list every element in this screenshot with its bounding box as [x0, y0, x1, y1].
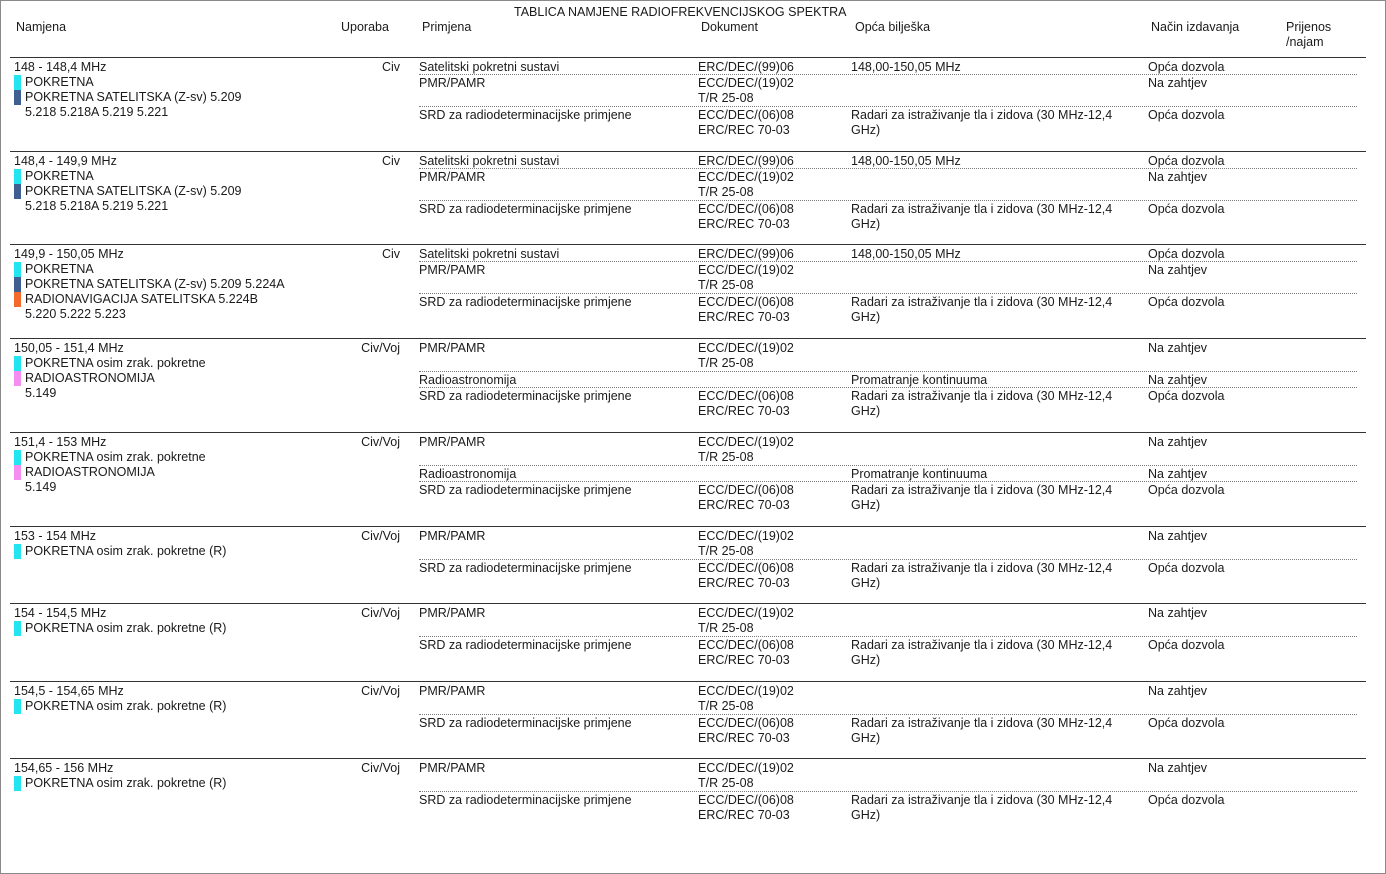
document-ref: ECC/DEC/(19)02 [698, 529, 794, 543]
issuance-method: Opća dozvola [1148, 483, 1225, 497]
header-prijenos: Prijenos [1286, 20, 1332, 34]
application-name: PMR/PAMR [419, 263, 486, 277]
application-name: PMR/PAMR [419, 435, 486, 449]
document-ref: ERC/DEC/(99)06 [698, 154, 794, 168]
application-entry [0, 170, 1386, 200]
general-note: Radari za istraživanje tla i zidova (30 MHz-12,4 [851, 389, 1113, 403]
allocation-service: POKRETNA SATELITSKA (Z-sv) 5.209 5.224A [25, 277, 285, 291]
allocation-service: POKRETNA osim zrak. pokretne [25, 450, 206, 464]
application-name: PMR/PAMR [419, 341, 486, 355]
general-note: GHz) [851, 310, 881, 324]
application-entry [0, 483, 1386, 513]
document-ref: T/R 25-08 [698, 450, 754, 464]
general-note: 148,00-150,05 MHz [851, 60, 961, 74]
document-ref: ERC/REC 70-03 [698, 731, 790, 745]
document-ref: ERC/REC 70-03 [698, 310, 790, 324]
band-range: 151,4 - 153 MHz [14, 435, 107, 449]
entry-divider [419, 714, 1357, 715]
table-row [0, 245, 1386, 338]
general-note: 148,00-150,05 MHz [851, 154, 961, 168]
issuance-method: Na zahtjev [1148, 606, 1208, 620]
usage-label: Civ [381, 154, 400, 168]
header-najam: /najam [1286, 35, 1324, 49]
document-ref: ERC/REC 70-03 [698, 404, 790, 418]
general-note: Promatranje kontinuuma [851, 467, 988, 481]
document-ref: T/R 25-08 [698, 356, 754, 370]
general-note: Radari za istraživanje tla i zidova (30 MHz-12,4 [851, 295, 1113, 309]
application-name: SRD za radiodeterminacijske primjene [419, 793, 632, 807]
general-note: GHz) [851, 808, 881, 822]
document-ref: ECC/DEC/(06)08 [698, 716, 794, 730]
document-ref: T/R 25-08 [698, 278, 754, 292]
allocation-service: POKRETNA osim zrak. pokretne (R) [25, 699, 227, 713]
issuance-method: Na zahtjev [1148, 373, 1208, 387]
application-entry [0, 295, 1386, 325]
general-note: GHz) [851, 576, 881, 590]
document-ref: ECC/DEC/(06)08 [698, 561, 794, 575]
usage-label: Civ/Voj [361, 761, 400, 775]
entry-divider [419, 387, 1357, 388]
issuance-method: Na zahtjev [1148, 341, 1208, 355]
band-range: 153 - 154 MHz [14, 529, 96, 543]
document-ref: ECC/DEC/(19)02 [698, 76, 794, 90]
issuance-method: Opća dozvola [1148, 561, 1225, 575]
allocation-service: POKRETNA SATELITSKA (Z-sv) 5.209 [25, 90, 242, 104]
document-ref: T/R 25-08 [698, 621, 754, 635]
table-row [0, 682, 1386, 758]
document-ref: T/R 25-08 [698, 91, 754, 105]
footnote-refs: 5.218 5.218A 5.219 5.221 [25, 105, 169, 119]
entry-divider [419, 636, 1357, 637]
document-ref: ECC/DEC/(19)02 [698, 170, 794, 184]
application-entry [0, 154, 1386, 169]
issuance-method: Opća dozvola [1148, 202, 1225, 216]
allocation-service: RADIONAVIGACIJA SATELITSKA 5.224B [25, 292, 258, 306]
general-note: Radari za istraživanje tla i zidova (30 MHz-12,4 [851, 202, 1113, 216]
entry-divider [419, 200, 1357, 201]
general-note: 148,00-150,05 MHz [851, 247, 961, 261]
general-note: Radari za istraživanje tla i zidova (30 MHz-12,4 [851, 561, 1113, 575]
issuance-method: Na zahtjev [1148, 684, 1208, 698]
document-ref: ECC/DEC/(06)08 [698, 793, 794, 807]
document-ref: ECC/DEC/(19)02 [698, 606, 794, 620]
allocation-service: POKRETNA osim zrak. pokretne (R) [25, 544, 227, 558]
entry-divider [419, 106, 1357, 107]
band-range: 154,5 - 154,65 MHz [14, 684, 124, 698]
header-uporaba: Uporaba [341, 20, 389, 34]
footnote-refs: 5.149 [25, 480, 57, 494]
allocation-service: POKRETNA osim zrak. pokretne [25, 356, 206, 370]
issuance-method: Na zahtjev [1148, 76, 1208, 90]
application-entry [0, 202, 1386, 232]
document-ref: T/R 25-08 [698, 699, 754, 713]
application-name: SRD za radiodeterminacijske primjene [419, 638, 632, 652]
application-entry [0, 108, 1386, 138]
application-name: SRD za radiodeterminacijske primjene [419, 483, 632, 497]
header-namjena: Namjena [16, 20, 67, 34]
general-note: GHz) [851, 653, 881, 667]
table-row [0, 527, 1386, 603]
entry-divider [419, 791, 1357, 792]
entry-divider [419, 465, 1357, 466]
application-name: SRD za radiodeterminacijske primjene [419, 202, 632, 216]
general-note: Radari za istraživanje tla i zidova (30 MHz-12,4 [851, 108, 1113, 122]
entry-divider [419, 481, 1357, 482]
band-range: 154,65 - 156 MHz [14, 761, 114, 775]
application-name: SRD za radiodeterminacijske primjene [419, 295, 632, 309]
footnote-refs: 5.218 5.218A 5.219 5.221 [25, 199, 169, 213]
general-note: GHz) [851, 731, 881, 745]
application-entry [0, 263, 1386, 293]
table-row [0, 433, 1386, 526]
issuance-method: Opća dozvola [1148, 793, 1225, 807]
application-name: Satelitski pokretni sustavi [419, 154, 560, 168]
document-ref: T/R 25-08 [698, 776, 754, 790]
issuance-method: Opća dozvola [1148, 638, 1225, 652]
band-range: 154 - 154,5 MHz [14, 606, 107, 620]
general-note: Radari za istraživanje tla i zidova (30 MHz-12,4 [851, 716, 1113, 730]
application-entry [0, 638, 1386, 668]
entry-divider [419, 559, 1357, 560]
entry-divider [419, 261, 1357, 262]
band-range: 150,05 - 151,4 MHz [14, 341, 124, 355]
general-note: Radari za istraživanje tla i zidova (30 MHz-12,4 [851, 483, 1113, 497]
document-ref: ECC/DEC/(06)08 [698, 389, 794, 403]
band-range: 148 - 148,4 MHz [14, 60, 107, 74]
allocation-service: POKRETNA [25, 169, 94, 183]
application-name: PMR/PAMR [419, 170, 486, 184]
document-ref: ERC/REC 70-03 [698, 217, 790, 231]
usage-label: Civ [381, 60, 400, 74]
issuance-method: Opća dozvola [1148, 716, 1225, 730]
application-entry [0, 684, 1386, 714]
application-name: SRD za radiodeterminacijske primjene [419, 716, 632, 730]
document-ref: ERC/REC 70-03 [698, 123, 790, 137]
page-title: TABLICA NAMJENE RADIOFREKVENCIJSKOG SPEKTRA [514, 5, 847, 19]
application-entry [0, 716, 1386, 746]
document-ref: ECC/DEC/(19)02 [698, 263, 794, 277]
entry-divider [419, 293, 1357, 294]
application-entry [0, 373, 1386, 388]
document-ref: ECC/DEC/(06)08 [698, 108, 794, 122]
issuance-method: Na zahtjev [1148, 467, 1208, 481]
issuance-method: Na zahtjev [1148, 529, 1208, 543]
document-ref: ECC/DEC/(19)02 [698, 761, 794, 775]
document-ref: ECC/DEC/(06)08 [698, 202, 794, 216]
general-note: GHz) [851, 123, 881, 137]
application-entry [0, 561, 1386, 591]
application-entry [0, 341, 1386, 371]
application-name: PMR/PAMR [419, 684, 486, 698]
usage-label: Civ/Voj [361, 529, 400, 543]
usage-label: Civ/Voj [361, 341, 400, 355]
general-note: GHz) [851, 498, 881, 512]
header-primjena: Primjena [422, 20, 472, 34]
application-entry [0, 435, 1386, 465]
document-ref: T/R 25-08 [698, 544, 754, 558]
application-name: SRD za radiodeterminacijske primjene [419, 561, 632, 575]
document-ref: ERC/DEC/(99)06 [698, 247, 794, 261]
issuance-method: Na zahtjev [1148, 761, 1208, 775]
application-name: Radioastronomija [419, 373, 517, 387]
document-ref: T/R 25-08 [698, 185, 754, 199]
application-entry [0, 606, 1386, 636]
footnote-refs: 5.149 [25, 386, 57, 400]
table-row [0, 152, 1386, 244]
issuance-method: Opća dozvola [1148, 247, 1225, 261]
application-name: Satelitski pokretni sustavi [419, 247, 560, 261]
general-note: Promatranje kontinuuma [851, 373, 988, 387]
table-row [0, 58, 1386, 151]
usage-label: Civ/Voj [361, 684, 400, 698]
usage-label: Civ/Voj [361, 606, 400, 620]
allocation-service: RADIOASTRONOMIJA [25, 465, 155, 479]
issuance-method: Opća dozvola [1148, 154, 1225, 168]
entry-divider [419, 74, 1357, 75]
application-name: PMR/PAMR [419, 606, 486, 620]
document-ref: ECC/DEC/(19)02 [698, 435, 794, 449]
application-name: Satelitski pokretni sustavi [419, 60, 560, 74]
application-entry [0, 761, 1386, 791]
usage-label: Civ/Voj [361, 435, 400, 449]
table-row [0, 759, 1386, 848]
footnote-refs: 5.220 5.222 5.223 [25, 307, 126, 321]
table-row [0, 604, 1386, 681]
document-ref: ECC/DEC/(19)02 [698, 341, 794, 355]
document-ref: ECC/DEC/(06)08 [698, 483, 794, 497]
allocation-service: POKRETNA [25, 75, 94, 89]
general-note: Radari za istraživanje tla i zidova (30 MHz-12,4 [851, 793, 1113, 807]
application-name: PMR/PAMR [419, 76, 486, 90]
issuance-method: Opća dozvola [1148, 108, 1225, 122]
band-range: 148,4 - 149,9 MHz [14, 154, 117, 168]
allocation-service: RADIOASTRONOMIJA [25, 371, 155, 385]
document-ref: ERC/REC 70-03 [698, 576, 790, 590]
document-ref: ERC/REC 70-03 [698, 808, 790, 822]
allocation-service: POKRETNA osim zrak. pokretne (R) [25, 621, 227, 635]
document-ref: ERC/REC 70-03 [698, 498, 790, 512]
application-entry [0, 793, 1386, 823]
band-range: 149,9 - 150,05 MHz [14, 247, 124, 261]
application-name: SRD za radiodeterminacijske primjene [419, 108, 632, 122]
header-opca-biljeska: Opća bilješka [855, 20, 931, 34]
allocation-service: POKRETNA osim zrak. pokretne (R) [25, 776, 227, 790]
header-dokument: Dokument [701, 20, 758, 34]
application-name: PMR/PAMR [419, 529, 486, 543]
allocation-service: POKRETNA [25, 262, 94, 276]
application-name: PMR/PAMR [419, 761, 486, 775]
application-entry [0, 60, 1386, 75]
application-entry [0, 467, 1386, 482]
issuance-method: Opća dozvola [1148, 295, 1225, 309]
table-row [0, 339, 1386, 432]
document-ref: ECC/DEC/(19)02 [698, 684, 794, 698]
issuance-method: Na zahtjev [1148, 435, 1208, 449]
issuance-method: Opća dozvola [1148, 389, 1225, 403]
entry-divider [419, 371, 1357, 372]
application-name: Radioastronomija [419, 467, 517, 481]
general-note: GHz) [851, 217, 881, 231]
allocation-service: POKRETNA SATELITSKA (Z-sv) 5.209 [25, 184, 242, 198]
document-ref: ERC/REC 70-03 [698, 653, 790, 667]
issuance-method: Opća dozvola [1148, 60, 1225, 74]
header-nacin-izdavanja: Način izdavanja [1151, 20, 1240, 34]
document-ref: ECC/DEC/(06)08 [698, 638, 794, 652]
application-entry [0, 529, 1386, 559]
application-entry [0, 76, 1386, 106]
issuance-method: Na zahtjev [1148, 263, 1208, 277]
issuance-method: Na zahtjev [1148, 170, 1208, 184]
document-ref: ERC/DEC/(99)06 [698, 60, 794, 74]
application-entry [0, 389, 1386, 419]
general-note: Radari za istraživanje tla i zidova (30 MHz-12,4 [851, 638, 1113, 652]
application-entry [0, 247, 1386, 262]
usage-label: Civ [381, 247, 400, 261]
document-ref: ECC/DEC/(06)08 [698, 295, 794, 309]
general-note: GHz) [851, 404, 881, 418]
entry-divider [419, 168, 1357, 169]
application-name: SRD za radiodeterminacijske primjene [419, 389, 632, 403]
